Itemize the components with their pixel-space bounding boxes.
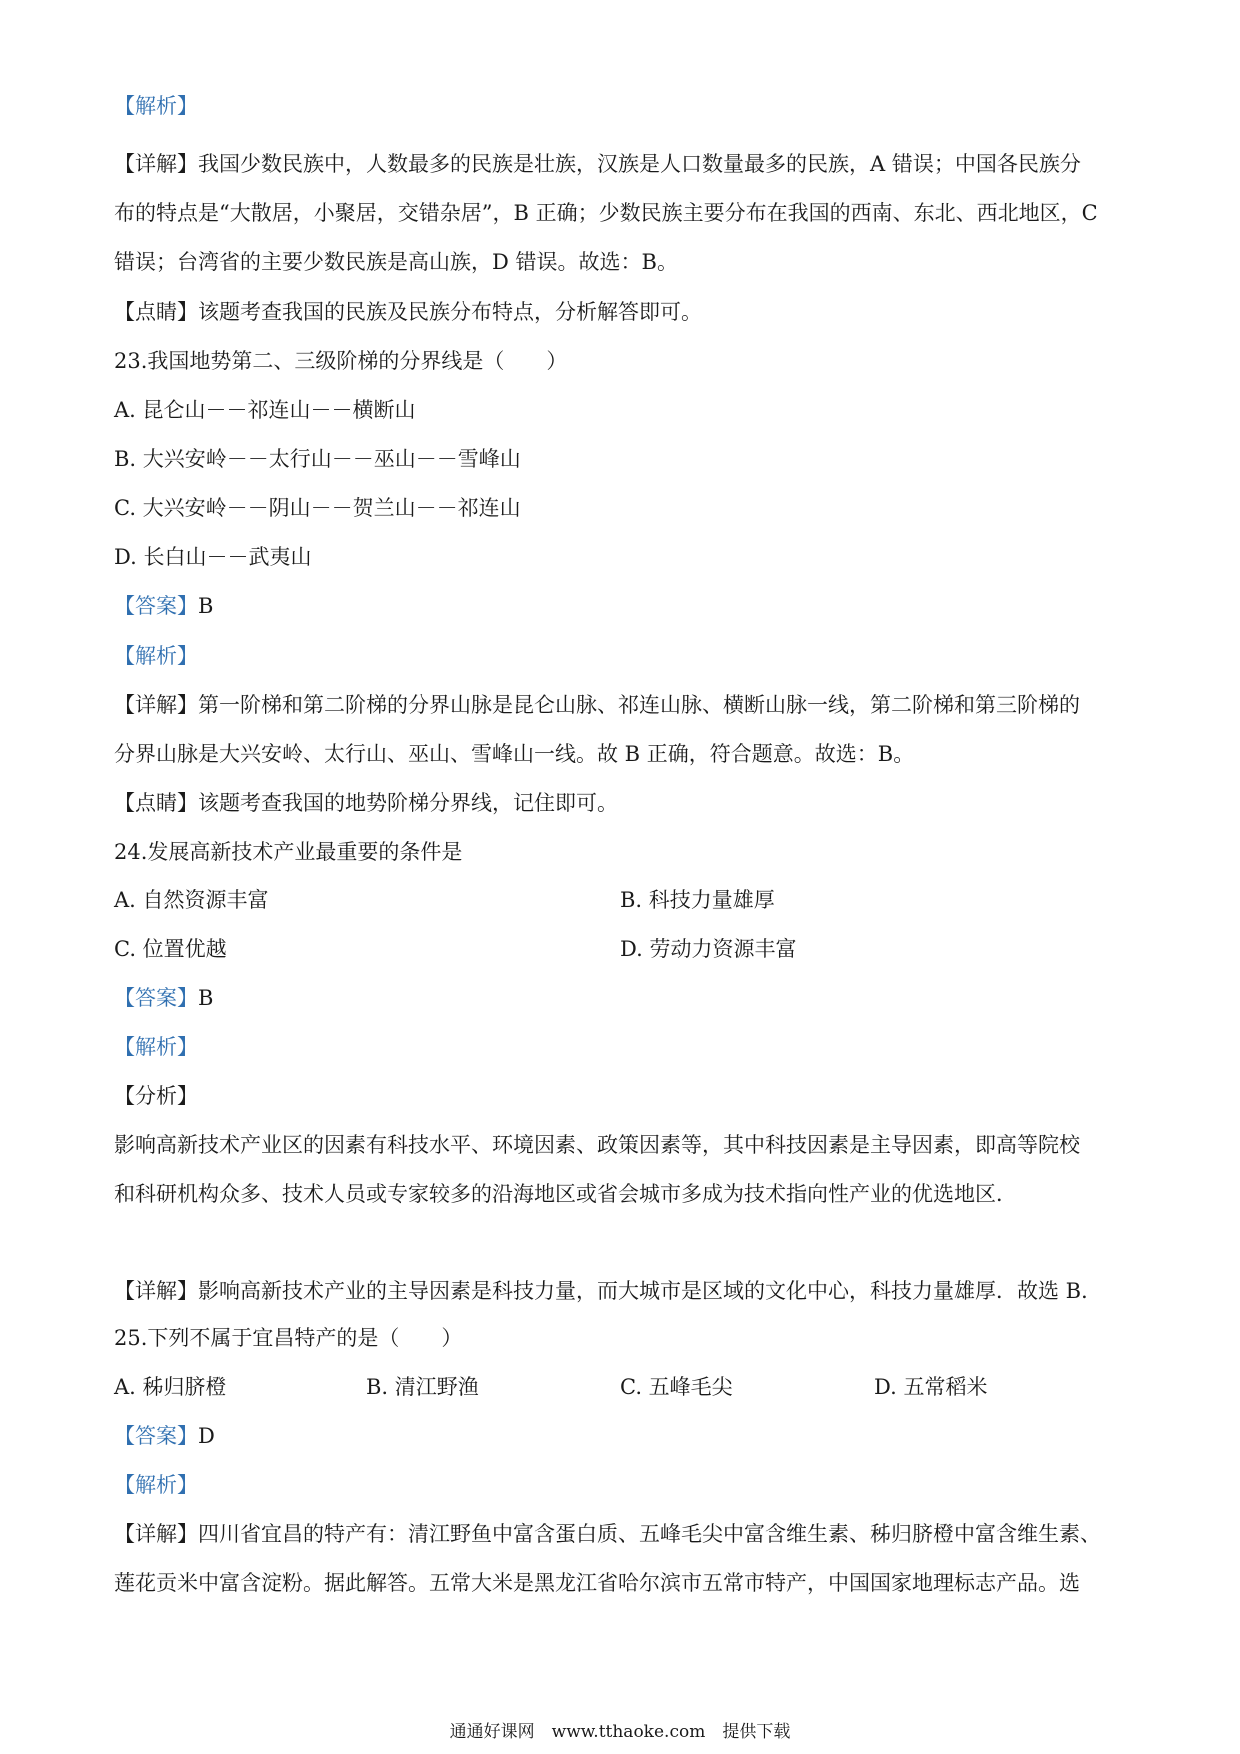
paragraph-line: 布的特点是“大散居，小聚居，交错杂居”，B 正确；少数民族主要分布在我国的西南、东北、西北地区，C (114, 201, 1098, 225)
note-line: 【点睛】该题考查我国的地势阶梯分界线，记住即可。 (114, 791, 618, 815)
q24-answer (114, 982, 1134, 1014)
q23-option-d: D. 长白山－－武夷山 (114, 545, 312, 569)
q23-option-c: C. 大兴安岭－－阴山－－贺兰山－－祁连山 (114, 496, 521, 520)
analysis-tag: 【解析】 (114, 1473, 198, 1497)
paragraph-line: 分界山脉是大兴安岭、太行山、巫山、雪峰山一线。故 B 正确，符合题意。故选：B。 (114, 742, 915, 766)
paragraph-line: 【详解】四川省宜昌的特产有：清江野鱼中富含蛋白质、五峰毛尖中富含维生素、秭归脐橙中富含维生素、 (114, 1522, 1101, 1546)
q25-option-c: C. 五峰毛尖 (620, 1375, 733, 1399)
answer-tag: 【答案】 (114, 594, 198, 618)
paragraph-line: 和科研机构众多、技术人员或专家较多的沿海地区或省会城市多成为技术指向性产业的优选地区． (114, 1182, 1017, 1206)
q24-option-c: C. 位置优越 (114, 937, 227, 961)
answer-tag: 【答案】 (114, 1424, 198, 1448)
q24-option-b: B. 科技力量雄厚 (620, 888, 775, 912)
q25-option-a: A. 秭归脐橙 (114, 1375, 227, 1399)
q25-option-b: B. 清江野渔 (366, 1375, 479, 1399)
fenxi-tag: 【分析】 (114, 1084, 198, 1108)
note-line: 【点睛】该题考查我国的民族及民族分布特点，分析解答即可。 (114, 300, 702, 324)
paragraph-line: 错误；台湾省的主要少数民族是高山族，D 错误。故选：B。 (114, 250, 678, 274)
q23-answer (114, 590, 1134, 622)
paragraph-line: 【详解】第一阶梯和第二阶梯的分界山脉是昆仑山脉、祁连山脉、横断山脉一线，第二阶梯和第三阶梯的 (114, 693, 1080, 717)
paragraph-line: 【详解】我国少数民族中，人数最多的民族是壮族，汉族是人口数量最多的民族，A 错误；中国各民族分 (114, 152, 1081, 176)
answer-value: B (198, 986, 214, 1010)
paragraph-line: 影响高新技术产业区的因素有科技水平、环境因素、政策因素等，其中科技因素是主导因素，即高等院校 (114, 1133, 1080, 1157)
q24-option-d: D. 劳动力资源丰富 (620, 937, 797, 961)
analysis-tag: 【解析】 (114, 1035, 198, 1059)
question-25-stem: 25.下列不属于宜昌特产的是（ ） (114, 1326, 463, 1350)
analysis-tag: 【解析】 (114, 94, 198, 118)
answer-value: B (198, 594, 214, 618)
answer-value: D (198, 1424, 215, 1448)
paragraph-line: 莲花贡米中富含淀粉。据此解答。五常大米是黑龙江省哈尔滨市五常市特产，中国国家地理标志产品。选 (114, 1571, 1080, 1595)
question-24-stem: 24.发展高新技术产业最重要的条件是 (114, 840, 463, 864)
q25-option-d: D. 五常稻米 (874, 1375, 988, 1399)
q23-option-b: B. 大兴安岭－－太行山－－巫山－－雪峰山 (114, 447, 521, 471)
analysis-tag: 【解析】 (114, 644, 198, 668)
paragraph-line: 【详解】影响高新技术产业的主导因素是科技力量，而大城市是区域的文化中心，科技力量雄厚．故选 B． (114, 1279, 1103, 1303)
q25-answer (114, 1420, 1134, 1452)
page-footer: 通通好课网 www.tthaoke.com 提供下载 (449, 1722, 791, 1742)
question-23-stem: 23.我国地势第二、三级阶梯的分界线是（ ） (114, 349, 568, 373)
q23-option-a: A. 昆仑山－－祁连山－－横断山 (114, 398, 416, 422)
q24-option-a: A. 自然资源丰富 (114, 888, 269, 912)
answer-tag: 【答案】 (114, 986, 198, 1010)
